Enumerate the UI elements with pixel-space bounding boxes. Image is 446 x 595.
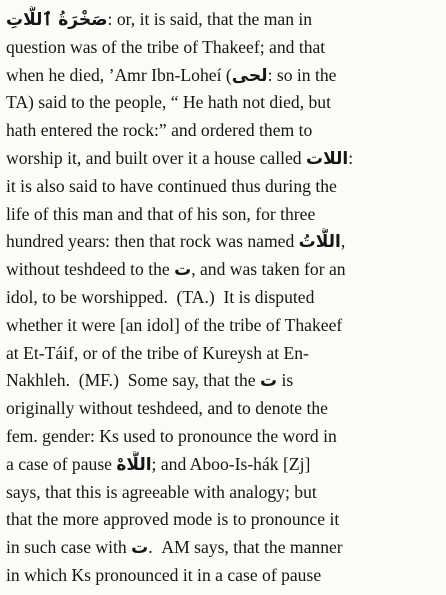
text-segment: . AM says, that the manner [148, 537, 343, 558]
text-segment: fem. gender: Ks used to pronounce the word in [6, 425, 337, 446]
text-segment: hundred years: then that rock was named [6, 231, 299, 252]
text-line [6, 312, 436, 340]
text-line [6, 117, 436, 145]
text-segment: , [340, 231, 346, 252]
text-segment: it is also said to have continued thus during the [6, 175, 337, 196]
text-line [6, 534, 436, 562]
text-segment: when he died, ’Amr Ibn-Loheí ( [6, 64, 232, 85]
text-segment: in which Ks pronounced it in a case of pause [6, 564, 322, 585]
text-line [6, 228, 436, 256]
text-segment: that the more approved mode is to pronounce it [6, 509, 340, 530]
text-line [6, 506, 436, 534]
text-segment: life of this man and that of his son, for three [6, 203, 316, 224]
text-line [6, 451, 436, 479]
text-line [6, 62, 436, 90]
text-line [6, 367, 436, 395]
text-line [6, 479, 436, 507]
text-line [6, 562, 436, 590]
text-segment: : so in the [267, 64, 337, 85]
text-segment: originally without teshdeed, and to denote the [6, 398, 328, 419]
text-line [6, 340, 436, 368]
arabic-term: ت [174, 260, 192, 281]
text-segment: worship it, and built over it a house called [6, 147, 307, 168]
text-segment: is [277, 370, 294, 391]
text-line [6, 423, 436, 451]
text-line [6, 201, 436, 229]
arabic-term: اللَّاهْ [116, 454, 152, 475]
text-segment: a case of pause [6, 453, 117, 474]
text-segment: TA) said to the people, “ He hath not died, but [6, 92, 331, 113]
arabic-term: ت [259, 371, 278, 392]
text-segment: : or, it is said, that the man in [107, 9, 313, 29]
arabic-term: لحى [231, 65, 268, 86]
text-line [6, 284, 436, 312]
text-segment: says, that this is agreeable with analogy; but [6, 481, 317, 502]
text-line [6, 145, 436, 173]
text-line [6, 173, 436, 201]
text-segment: whether it were [an idol] of the tribe of Thakeef [6, 314, 343, 335]
text-line [6, 34, 436, 62]
text-segment: question was of the tribe of Thakeef; and that [6, 36, 326, 57]
text-segment: ; and Aboo-Is-hák [Zj] [151, 453, 311, 474]
text-segment: , and was taken for an [191, 259, 346, 280]
arabic-term: اللات [306, 148, 349, 169]
text-segment: : [348, 147, 354, 168]
text-segment: Nakhleh. (MF.) Some say, that the [6, 370, 260, 391]
text-line [6, 89, 436, 117]
text-segment: at Et-Táif, or of the tribe of Kureysh at En- [6, 342, 309, 363]
text-segment: without teshdeed to the [6, 259, 175, 280]
text-segment: idol, to be worshipped. (TA.) It is disputed [6, 286, 315, 307]
text-segment: hath entered the rock:” and ordered them to [6, 120, 313, 141]
text-line [6, 256, 436, 284]
text-segment: in such case with [6, 537, 132, 558]
arabic-term: اللَّاتُ [298, 232, 341, 253]
entry-text-column [6, 6, 436, 590]
arabic-term: ت [131, 538, 149, 559]
text-line [6, 395, 436, 423]
arabic-term: صَخْرَةُ ٱللَّاتِ [6, 10, 108, 30]
text-line [6, 6, 436, 34]
